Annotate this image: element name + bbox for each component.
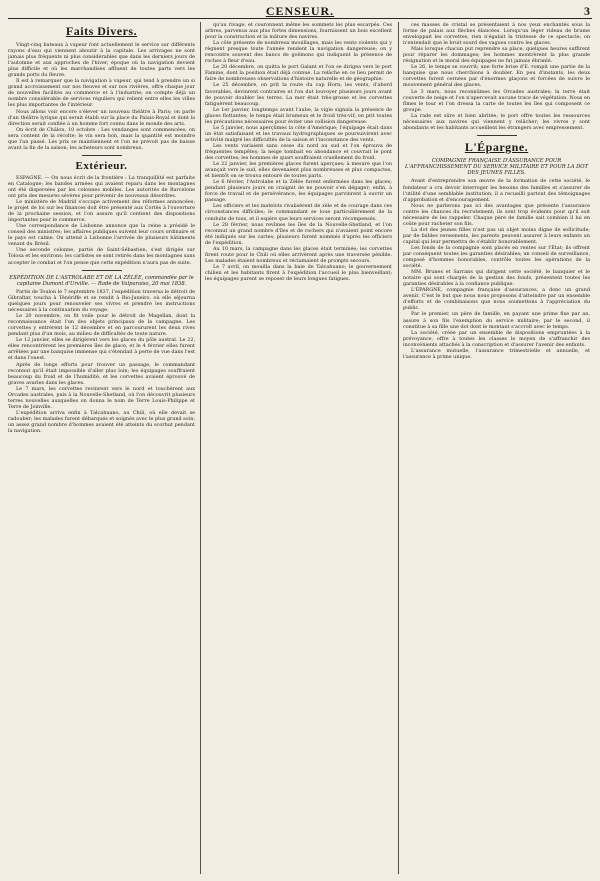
article-paragraph: Le 3 mars, nous reconnûmes les Orcades australes; la terre était couverte de neige et l'on n'apercevait aucune trace de végétation. Nous en fîmes le tour et l'on dressa la carte de toutes les îles qui composent ce groupe.	[403, 88, 590, 113]
article-paragraph: Le 7 avril, on mouilla dans la baie de Talcahuano; le gouvernement chilien et les habitants firent à l'expédition l'accueil le plus bienveillant; les équipages purent se reposer de leurs longues fatigues.	[205, 263, 392, 282]
masthead	[8, 4, 592, 19]
article-paragraph: On écrit de Châlon, 10 octobre : Les vendanges sont commencées; on sera content de la récolte; le vin sera bon, mais la quantité est moindre que l'an passé. Les prix se maintiennent et l'on ne prévoit pas de baisse avant la fin de la saison; les acheteurs sont nombreux.	[8, 126, 195, 151]
article-paragraph: Le 20 décembre, on quitta le port Galant et l'on se dirigea vers le port Famine, dont la position était déjà connue. La relâche en ce lieu permit de faire de nombreuses observations d'histoire naturelle et de géographie.	[205, 64, 392, 83]
section-separator	[82, 270, 122, 271]
section-heading-faits-divers: Faits Divers.	[65, 24, 138, 38]
column-rule-2	[398, 22, 399, 874]
article-paragraph: ces masses de cristal se présentaient à nos yeux enchantés sous la forme de palais aux flèches élancées. Lorsqu'un léger rideau de brume enveloppait les corvettes, rien n'égalait la tristesse de ce spectacle; on n'entendait que le bruit sourd des vagues contre les glaces.	[403, 22, 590, 47]
newspaper-title: CENSEUR.	[265, 4, 335, 18]
epargne-subheading: COMPAGNIE FRANÇAISE D'ASSURANCE POUR L'AFFRANCHISSEMENT DU SERVICE MILITAIRE ET POUR LA DOT DES JEUNES FILLES.	[405, 157, 588, 177]
article-paragraph: Le 12 janvier, elles se dirigèrent vers les glaces du pôle austral. Le 22, elles rencontrèrent les premières îles de glace, et le 4 février elles furent arrêtées par une banquise immense qui s'étendait à perte de vue dans l'est et dans l'ouest.	[8, 337, 195, 362]
article-paragraph: Les fonds de la compagnie sont placés en rentes sur l'État; ils offrent par conséquent toutes les garanties désirables; un conseil de surveillance, composé d'hommes honorables, contrôle toutes les opérations de la société.	[403, 244, 590, 270]
article-paragraph: Partis de Toulon le 7 septembre 1837, l'expédition traversa le détroit de Gibraltar, toucha à Ténériffe et se rendit à Rio-Janeiro, où elle séjourna quelques jours pour renouveler ses vivres et prendre les instructions nécessaires à la continuation du voyage.	[8, 288, 195, 314]
column-rule-1	[200, 22, 201, 874]
article-paragraph: Avant d'entreprendre son œuvre de la formation de cette société, le fondateur a cru devoir interroger les besoins des familles et s'assurer de l'utilité d'une semblable institution; il a recueilli partout des témoignages d'approbation et d'encouragement.	[403, 178, 590, 203]
article-paragraph: Nous ne parlerons pas ici des avantages que présente l'assurance contre les chances du recrutement; ils sont trop évidents pour qu'il soit nécessaire de les rappeler. Chaque père de famille sait combien il lui en coûte pour racheter son fils.	[403, 202, 590, 227]
article-paragraph: Le 25 décembre, on prit la route du cap Horn; les vents, d'abord favorables, devinrent contraires et l'on dut louvoyer plusieurs jours avant de pouvoir doubler les terres. La mer était très-grosse et les corvettes fatiguèrent beaucoup.	[205, 82, 392, 107]
column-2	[205, 22, 392, 874]
article-paragraph: La société, créée par un ensemble de dispositions empruntées à la prévoyance, offre à toutes les classes le moyen de s'affranchir des inconvénients attachés à la conscription et d'assurer l'avenir des enfants.	[403, 329, 590, 348]
article-paragraph: Le 5 janvier, nous aperçûmes la côte d'Amérique; l'équipage était dans un état satisfaisant et les travaux hydrographiques se poursuivirent avec activité malgré les difficultés de la saison et l'inconstance des vents.	[205, 124, 392, 143]
article-paragraph: MM. Brunes et Sarrans qui dirigent cette société, le banquier et le notaire qui sont chargés de la gestion des fonds, présentent toutes les garanties désirables à la confiance publique.	[403, 269, 590, 288]
article-paragraph: Le ministère de Madrid s'occupe activement des réformes annoncées; le projet de loi sur les finances doit être présenté aux Cortès à l'ouverture de la prochaine session, et l'on assure qu'il contient des dispositions importantes pour le commerce.	[8, 199, 195, 224]
article-paragraph: Vingt-cinq bateaux à vapeur font actuellement le service sur différents rayons d'eau qui viennent aboutir à la capitale. Les arrivages ne sont jamais plus fréquents ni plus considérables que dans les derniers jours de l'automne et aux approches de l'hiver, époque où la navigation devient plus difficile et où les marchandises affluent de toutes parts vers les grands ports du fleuve.	[8, 42, 195, 79]
article-paragraph: Les officiers et les matelots rivalisèrent de zèle et de courage dans ces circonstances difficiles; le commandant se loue particulièrement de la conduite de tous, et il espère que leurs services seront récompensés.	[205, 203, 392, 222]
article-paragraph: Le 28 février, nous revîmes les îles de la Nouvelle-Shetland, et l'on reconnut un grand nombre d'îles et de rochers qui n'avaient point encore été indiqués sur les cartes; plusieurs furent nommés d'après les officiers de l'expédition.	[205, 221, 392, 246]
section-heading-epargne: L'Épargne.	[464, 139, 529, 154]
article-paragraph: Il est à remarquer que la navigation à vapeur, qui tend à prendre un si grand accroissement sur nos fleuves et sur nos rivières, offre chaque jour de nouvelles facilités au commerce et à l'industrie; on compte déjà un nombre considérable de services réguliers qui relient entre elles les villes les plus importantes de l'intérieur.	[8, 78, 195, 109]
article-paragraph: Une seconde colonne, partie de Saint-Sébastien, s'est dirigée sur Tolosa et les environs; les carlistes se sont retirés dans les montagnes sans accepter le combat et l'on pense que cette expédition n'aura pas de suite.	[8, 247, 195, 266]
article-paragraph: Une correspondance de Lisbonne annonce que la reine a présidé le conseil des ministres; les affaires publiques suivent leur cours ordinaire et le pays est calme. On attend à Lisbonne l'arrivée de plusieurs bâtiments venant du Brésil.	[8, 223, 195, 248]
article-paragraph: Par le premier, un père de famille, en payant une prime fixe par an, assure à son fils l'exemption du service militaire; par le second, il constitue à sa fille une dot dont le montant s'accroît avec le temps.	[403, 311, 590, 330]
section-separator	[477, 135, 517, 136]
article-paragraph: Nous allons voir encore s'élever un nouveau théâtre à Paris; on parle d'un théâtre lyrique qui serait établi sur la place du Palais-Royal et dont la direction serait confiée à un homme fort connu dans le monde des arts.	[8, 108, 195, 127]
article-paragraph: L'ÉPARGNE, compagnie française d'assurances, a donc un grand avenir. C'est le but que nous nous proposons d'atteindre par un ensemble d'efforts et de combinaisons que nous soumettons à l'appréciation du public.	[403, 287, 590, 312]
article-paragraph: Le 1er janvier, longtemps avant l'aube, la vigie signala la présence de glaces flottantes; le temps était brumeux et le froid très-vif; on prit toutes les précautions nécessaires pour éviter une collision dangereuse.	[205, 106, 392, 125]
article-paragraph: La rade est sûre et bien abritée; le port offre toutes les ressources nécessaires aux navires qui viennent y relâcher; les vivres y sont abondants et les habitants accueillent les étrangers avec empressement.	[403, 112, 590, 131]
section-separator	[82, 155, 122, 156]
article-paragraph: La dot des jeunes filles n'est pas un objet moins digne de sollicitude; par de faibles versements, les parents peuvent assurer à leurs enfants un capital qui leur permettra de s'établir honorablement.	[403, 226, 590, 245]
article-paragraph: Le 6 février, l'Astrolabe et la Zélée furent enfermées dans les glaces; pendant plusieurs jours on craignit de ne pouvoir s'en dégager; enfin, à force de travail et de persévérance, les équipages parvinrent à ouvrir un passage.	[205, 179, 392, 204]
article-paragraph: L'expédition arriva enfin à Talcahuano, au Chili, où elle devait se radouber; les malades furent débarqués et soignés avec le plus grand soin; un assez grand nombre d'hommes avaient été atteints du scorbut pendant la navigation.	[8, 409, 195, 435]
article-paragraph: Les vents variaient sans cesse du nord au sud et l'on éprouva de fréquentes tempêtes; la neige tombait en abondance et couvrait le pont des corvettes; les hommes de quart souffraient cruellement du froid.	[205, 142, 392, 162]
section-heading-exterieur: Extérieur.	[75, 159, 128, 172]
column-3	[403, 22, 590, 874]
page-number: 3	[584, 4, 590, 18]
article-paragraph: Mais lorsque chacun put reprendre sa place, quelques heures suffirent pour réparer les dommages; les hommes montrèrent la plus grande résignation et le moral des équipages ne fut jamais ébranlé.	[403, 46, 590, 65]
article-paragraph: L'assurance mutuelle, l'assurance trimestrielle et annuelle, et l'assurance à prime unique.	[403, 347, 590, 360]
article-paragraph: ESPAGNE. — On nous écrit de la frontière : La tranquillité est parfaite en Catalogne; les bandes armées qui avaient reparu dans les montagnes ont été dispersées par les colonnes mobiles. Les autorités de Barcelone ont pris des mesures sévères pour prévenir de nouveaux désordres.	[8, 174, 195, 199]
article-paragraph: La côte présente de nombreux mouillages, mais les vents violents qui y règnent presque toute l'année rendent la navigation dangereuse; on y rencontre souvent des bancs de goëmons qui indiquent la présence de roches à fleur d'eau.	[205, 40, 392, 65]
article-paragraph: Le 20 novembre, on fit voile pour le détroit de Magellan, dont la reconnaissance était l'un des objets principaux de la campagne. Les corvettes y entrèrent le 12 décembre et en parcoururent les deux rives pendant plus d'un mois, au milieu de difficultés de toute nature.	[8, 313, 195, 338]
column-1	[8, 22, 195, 874]
article-paragraph: Au 10 mars, la campagne dans les glaces était terminée; les corvettes firent route pour le Chili où elles arrivèrent après une traversée pénible. Les malades étaient nombreux et réclamaient de prompts secours.	[205, 245, 392, 264]
article-paragraph: qu'au rivage, et couronnent même les sommets les plus escarpés. Ces arbres, parvenus aux plus fortes dimensions, fournissent un bois excellent pour la construction et la mâture des navires.	[205, 22, 392, 41]
expedition-subheading: EXPÉDITION DE L'ASTROLABE ET DE LA ZÉLÉE, commandée par le capitaine Dumont d'Urville. — Rade de Valparaiso, 20 mai 1838.	[9, 274, 194, 287]
article-paragraph: Le 22 janvier, les premières glaces furent aperçues; à mesure que l'on avançait vers le sud, elles devenaient plus nombreuses et plus compactes, et bientôt on se trouva entouré de toutes parts.	[205, 161, 392, 180]
article-paragraph: Le 7 mars, les corvettes revinrent vers le nord et touchèrent aux Orcades australes, puis à la Nouvelle-Shetland, où l'on découvrit plusieurs terres nouvelles auxquelles on donna le nom de Terre Louis-Philippe et Terre de Joinville.	[8, 385, 195, 410]
article-paragraph: Après de longs efforts pour trouver un passage, le commandant reconnut qu'il était impossible d'aller plus loin; les équipages souffraient beaucoup du froid et de l'humidité, et les corvettes avaient éprouvé de graves avaries dans les glaces.	[8, 361, 195, 386]
article-paragraph: Le 26, le temps se couvrit; une forte brise d'E. rompit une partie de la banquise que nous cherchions à doubler. En peu d'instants, les deux corvettes furent cernées par d'énormes glaçons et forcées de suivre le mouvement général des glaces.	[403, 64, 590, 89]
